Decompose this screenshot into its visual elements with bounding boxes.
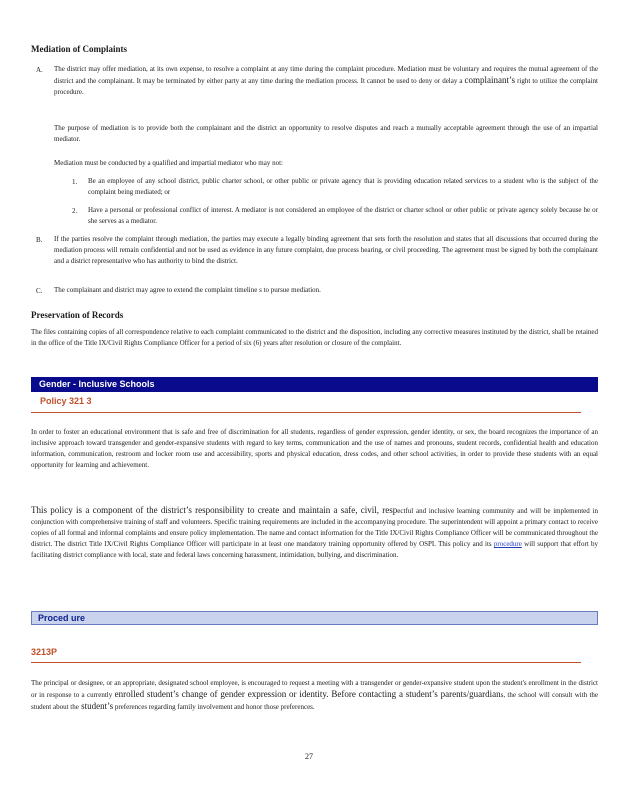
component-end: will support that effort by facilitating district compliance with local, state and federal laws concerning harassment, intimidation, bullying, and discrimination.: [31, 540, 599, 559]
mediation-a-text: The district may offer mediation, at its own expense, to resolve a complaint at any time during the complaint procedure. Mediation must be voluntary and requires the mutual agreement of the district and the complainant. It may be terminated by either party at any time during the mediation process. It cannot be used to deny or delay a: [54, 65, 598, 85]
records-heading: Preservation of Records: [31, 310, 124, 320]
mediation-heading: Mediation of Complaints: [31, 44, 128, 54]
item-label-b: B.: [36, 236, 43, 244]
mediation-paragraph-a: [54, 64, 598, 98]
policy-rule: [31, 412, 581, 413]
gender-intro-paragraph: In order to foster an educational environment that is safe and free of discrimination for all students, regardless of gender expression, gender identity, or sex, the board recognizes the importance of an inclusive approach toward transgender and gender-expansive students with regard to key terms, communication and the use of names and pronouns, student records, confidential health and education information, communication, restroom and locker room use and accessibility, sports and physical education, dress codes, and other school activities, in order to provide these students with an equal opportunity for learning and achievement.: [31, 428, 598, 469]
procedure-text-2: enrolled student’s change of gender expression or identity. Before contacting a student’s parents/guardian: [114, 689, 501, 699]
mediation-purpose: The purpose of mediation is to provide both the complainant and the district an opportunity to resolve disputes and reach a mutually acceptable agreement through the use of an impartial mediator.: [54, 124, 598, 143]
procedure-paragraph: [31, 678, 598, 713]
item-label-2: 2.: [72, 207, 78, 215]
mediation-item-1: Be an employee of any school district, public charter school, or other public or private agency that is providing education related services to a student who is the subject of the complaint being mediated; or: [88, 177, 598, 196]
mediation-paragraph-b: If the parties resolve the complaint through mediation, the parties may execute a legally binding agreement that sets forth the resolution and states that all discussions that occurred during the mediation process will remain confidential and not be used as evidence in any future complaint, due process hearing, or civil proceeding. The agreement must be signed by both the complainant and a district representative who has authority to bind the district.: [54, 235, 598, 265]
mediation-a-text-end: right to utilize the complaint procedure.: [54, 77, 598, 96]
component-lead: This policy is a component of the district’s responsibility to create and maintain a safe, civil, resp: [31, 505, 398, 515]
mediation-item-2: Have a personal or professional conflict of interest. A mediator is not considered an employee of the district or charter school or other public or private agency solely because he or she serves as a mediator.: [88, 206, 598, 225]
mediation-paragraph-c: The complainant and district may agree to extend the complaint timeline s to pursue mediation.: [54, 286, 321, 294]
mediation-conducted: Mediation must be conducted by a qualified and impartial mediator who may not:: [54, 159, 283, 167]
procedure-text-2-end: s, the school: [500, 691, 537, 699]
item-label-1: 1.: [72, 178, 78, 186]
procedure-text-3-end: preferences regarding family involvement and honor those preferences.: [113, 703, 315, 711]
component-rest: ectful and inclusive learning community and will be implemented in conjunction with comprehensive training of staff and volunteers. Specific training requirements are included in the accompanying procedure. The superintendent will appoint a primary contact to receive copies of all formal and informal complaints and ensure policy implementation. The name and contact information for the Title IX/Civil Rights Compliance Officer will be communicated throughout the district. The district Title IX/Civil Rights Compliance Officer will participate in at least one mandatory training opportunity offered by OSPI. This policy and its: [31, 507, 598, 548]
item-label-a: A.: [36, 66, 43, 74]
page-number: 27: [305, 752, 313, 761]
procedure-rule: [31, 662, 581, 663]
gender-component-paragraph: [31, 505, 598, 561]
gender-section-bar: Gender - Inclusive Schools: [31, 377, 598, 392]
policy-label: Policy 321 3: [40, 396, 92, 406]
procedure-text-1: The principal or designee, or an appropriate, designated school employee, is encouraged to request a meeting with a transgender or gender-expansive student upon the student's enrollment in the district or in response to a currently: [31, 679, 598, 699]
procedure-number: 3213P: [31, 647, 58, 657]
procedure-box: Proced ure: [31, 611, 598, 625]
procedure-link[interactable]: procedure: [493, 540, 522, 548]
procedure-text-3: will consult with the student about the: [31, 691, 599, 711]
records-paragraph: The files containing copies of all correspondence relative to each complaint communicated to the district and the disposition, including any corrective measures instituted by the district, shall be retained in the office of the Title IX/Civil Rights Compliance Officer for a period of six (6) years after resolution or closure of the complaint.: [31, 328, 598, 347]
mediation-a-text-big: complainant’s: [464, 75, 516, 85]
procedure-text-3-big: student’s: [78, 701, 114, 711]
item-label-c: C.: [36, 287, 43, 295]
